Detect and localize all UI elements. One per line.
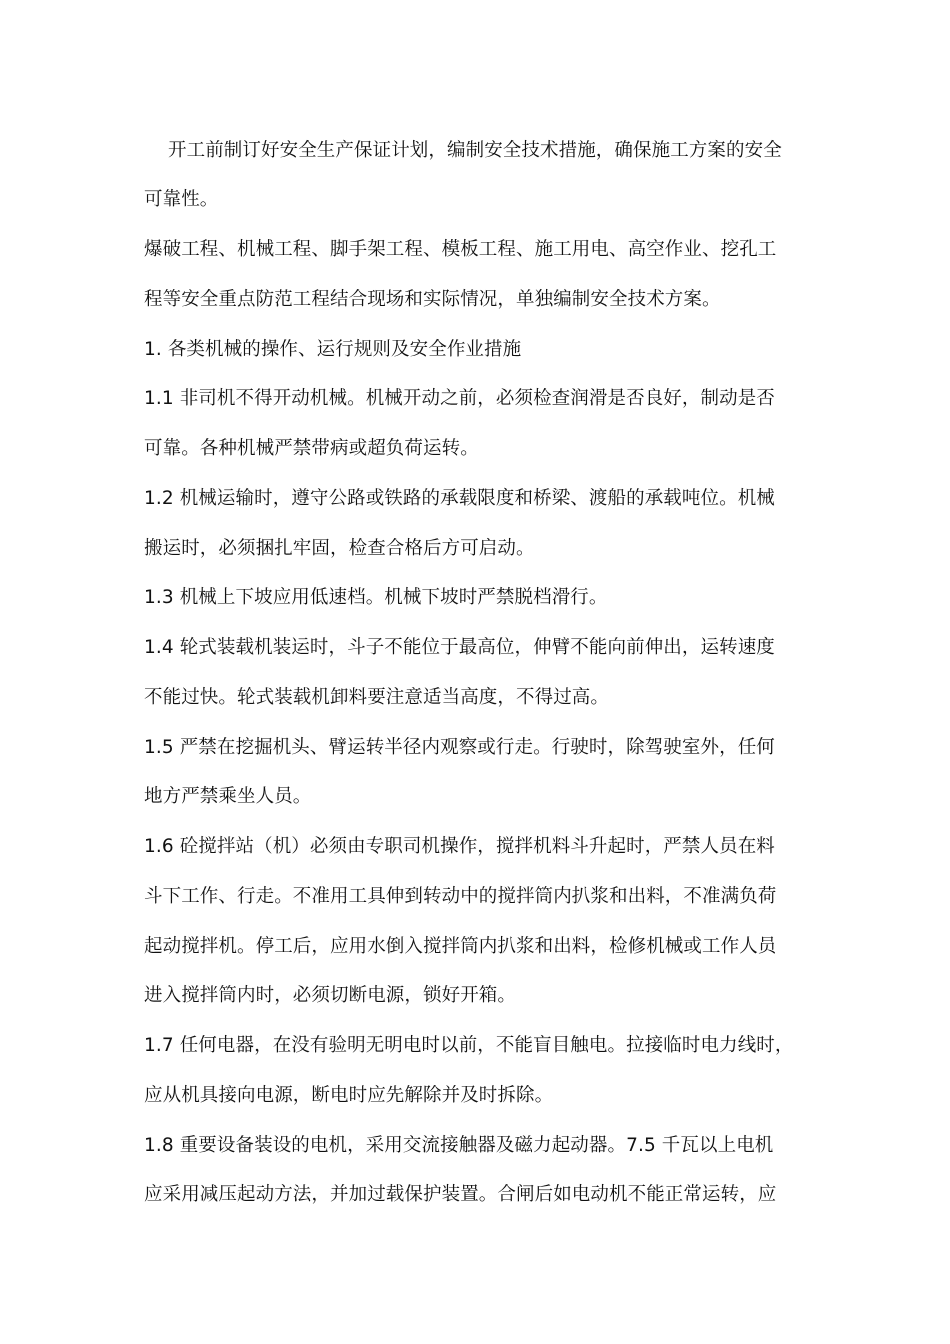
paragraph-line: 地方严禁乘坐人员。 (144, 786, 312, 807)
paragraph-line: 1.2 机械运输时，遵守公路或铁路的承载限度和桥梁、渡船的承载吨位。机械 (144, 488, 775, 509)
paragraph-line: 爆破工程、机械工程、脚手架工程、模板工程、施工用电、高空作业、挖孔工 (144, 239, 777, 260)
paragraph-line: 1.6 砼搅拌站（机）必须由专职司机操作，搅拌机料斗升起时，严禁人员在料 (144, 836, 775, 857)
paragraph-line: 1.5 严禁在挖掘机头、臂运转半径内观察或行走。行驶时，除驾驶室外，任何 (144, 737, 775, 758)
paragraph-line: 1.7 任何电器，在没有验明无明电时以前，不能盲目触电。拉接临时电力线时， (144, 1035, 794, 1056)
paragraph-line: 1.4 轮式装载机装运时，斗子不能位于最高位，伸臂不能向前伸出，运转速度 (144, 637, 775, 658)
paragraph-line: 不能过快。轮式装载机卸料要注意适当高度，不得过高。 (144, 687, 610, 708)
paragraph-line: 1.1 非司机不得开动机械。机械开动之前，必须检查润滑是否良好，制动是否 (144, 388, 775, 409)
paragraph-line: 可靠性。 (144, 189, 219, 210)
paragraph-line: 应采用减压起动方法，并加过载保护装置。合闸后如电动机不能正常运转，应 (144, 1184, 777, 1205)
paragraph-line: 搬运时，必须捆扎牢固，检查合格后方可启动。 (144, 538, 535, 559)
paragraph-line: 1.3 机械上下坡应用低速档。机械下坡时严禁脱档滑行。 (144, 587, 608, 608)
paragraph-line: 斗下工作、行走。不准用工具伸到转动中的搅拌筒内扒浆和出料，不准满负荷 (144, 886, 777, 907)
paragraph-line: 应从机具接向电源，断电时应先解除并及时拆除。 (144, 1085, 554, 1106)
paragraph-line: 开工前制订好安全生产保证计划，编制安全技术措施，确保施工方案的安全 (168, 140, 782, 161)
paragraph-line: 程等安全重点防范工程结合现场和实际情况，单独编制安全技术方案。 (144, 289, 721, 310)
paragraph-line: 进入搅拌筒内时，必须切断电源，锁好开箱。 (144, 985, 517, 1006)
paragraph-line: 1.8 重要设备装设的电机，采用交流接触器及磁力起动器。7.5 千瓦以上电机 (144, 1135, 774, 1156)
section-heading: 1. 各类机械的操作、运行规则及安全作业措施 (144, 339, 522, 360)
paragraph-line: 起动搅拌机。停工后，应用水倒入搅拌筒内扒浆和出料，检修机械或工作人员 (144, 936, 777, 957)
paragraph-line: 可靠。各种机械严禁带病或超负荷运转。 (144, 438, 479, 459)
